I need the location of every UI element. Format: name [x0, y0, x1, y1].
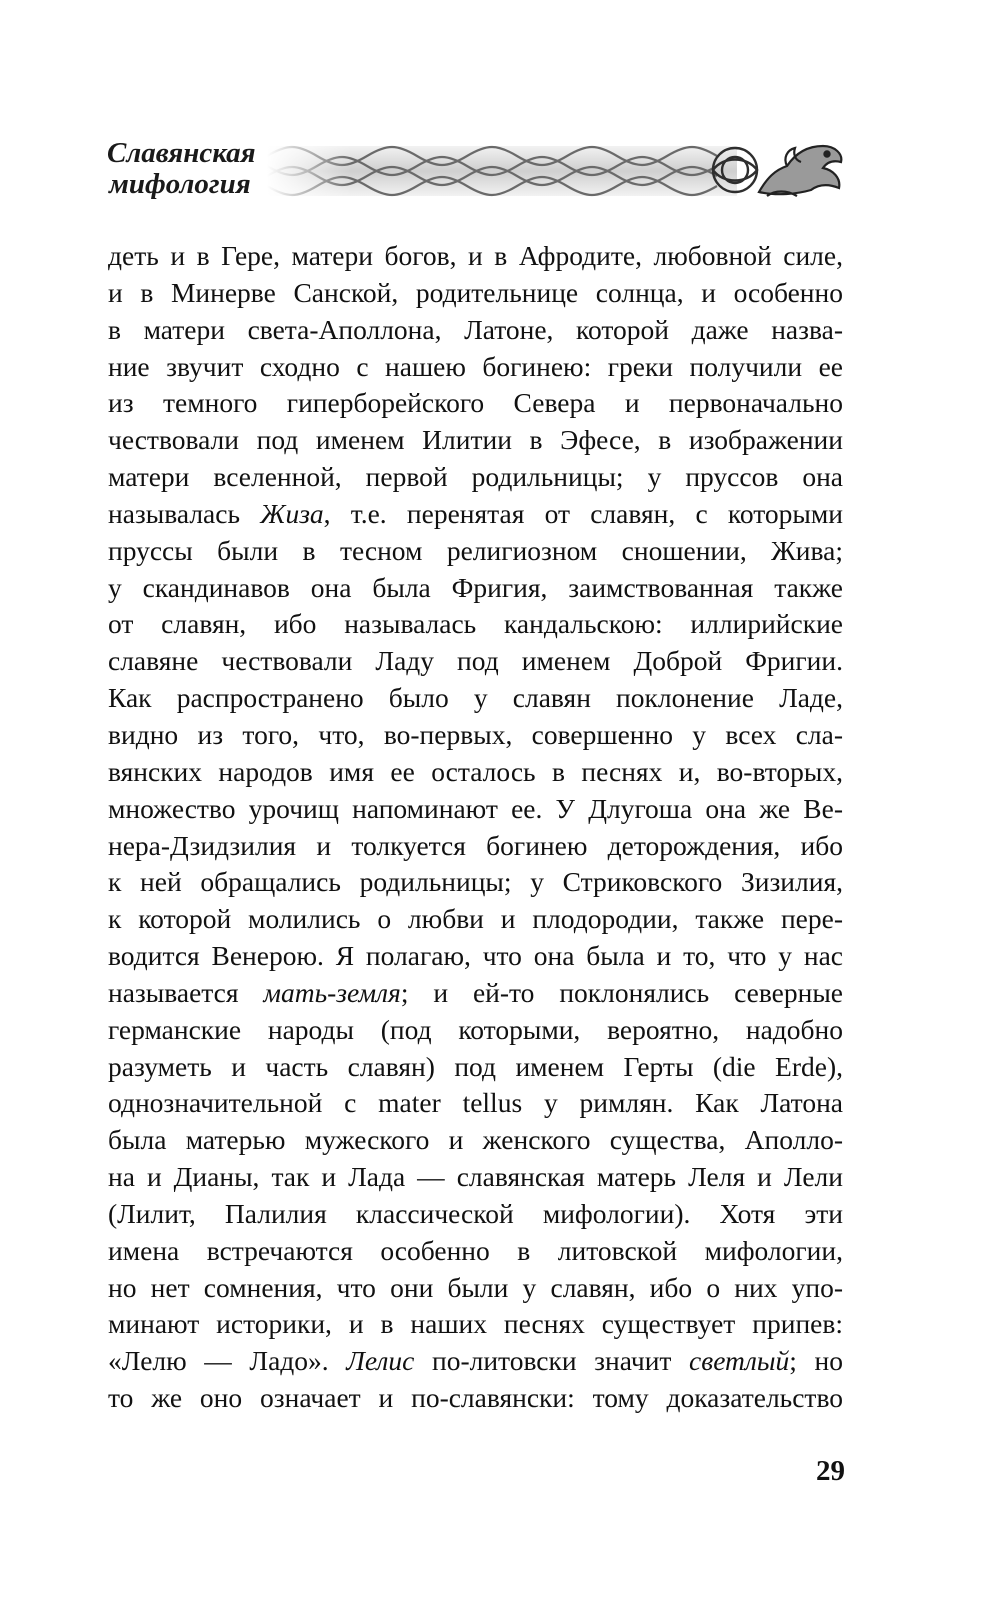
text-run: по-литовски значит — [414, 1345, 690, 1377]
text-line — [108, 570, 843, 607]
braided-knot-ornament-with-beast-icon — [267, 140, 847, 202]
running-head — [107, 138, 847, 206]
body-text — [108, 238, 843, 1417]
italic-term: Жиза — [260, 497, 324, 529]
text-line — [108, 385, 843, 422]
text-line — [108, 496, 843, 533]
book-title — [107, 138, 256, 200]
text-line — [108, 901, 843, 938]
text-line — [108, 754, 843, 791]
text-run: к которой молились о любви и плодородии, также пере- — [108, 903, 843, 935]
text-run: водится Венерою. Я полагаю, что она была и то, что у нас — [108, 940, 843, 972]
text-line — [108, 1159, 843, 1196]
text-run: множество урочищ напоминают ее. У Длугоша она же Ве- — [108, 792, 843, 824]
text-run: была матерью мужеского и женского существа, Аполло- — [108, 1124, 843, 1156]
page-number: 29 — [816, 1455, 845, 1487]
book-title-line-1: Славянская — [107, 137, 256, 169]
text-line — [108, 828, 843, 865]
text-run: называется — [108, 976, 264, 1008]
text-run: но нет сомнения, что они были у славян, ибо о них упо- — [108, 1271, 843, 1303]
text-run: к ней обращались родильницы; у Стриковского Зизилия, — [108, 866, 843, 898]
text-line — [108, 1306, 843, 1343]
text-run: ние звучит сходно с нашею богинею: греки получили ее — [108, 350, 843, 382]
text-line — [108, 349, 843, 386]
text-run: называлась — [108, 497, 261, 529]
text-run: на и Дианы, так и Лада — славянская матерь Леля и Лели — [108, 1161, 843, 1193]
text-run: минают историки, и в наших песнях существует припев: — [108, 1308, 843, 1340]
text-line — [108, 717, 843, 754]
text-line — [108, 422, 843, 459]
text-line — [108, 680, 843, 717]
text-run: Как распространено было у славян поклонение Ладе, — [108, 682, 843, 714]
text-line — [108, 1049, 843, 1086]
text-line — [108, 1270, 843, 1307]
text-line — [108, 606, 843, 643]
text-run: (Лилит, Палилия классической мифологии). Хотя эти — [108, 1197, 843, 1229]
text-line — [108, 275, 843, 312]
text-run: разуметь и часть славян) под именем Герты (die Erde), — [108, 1050, 843, 1082]
text-line — [108, 459, 843, 496]
text-line — [108, 1233, 843, 1270]
text-run: славяне чествовали Ладу под именем Доброй Фригии. — [108, 645, 843, 677]
text-run: у скандинавов она была Фригия, заимствованная также — [108, 571, 843, 603]
text-line — [108, 938, 843, 975]
text-line — [108, 312, 843, 349]
text-run: матери вселенной, первой родильницы; у пруссов она — [108, 461, 843, 493]
text-line — [108, 1012, 843, 1049]
text-run: однозначительной с mater tellus у римлян. Как Латона — [108, 1087, 843, 1119]
text-run: имена встречаются особенно в литовской мифологии, — [108, 1234, 843, 1266]
text-line — [108, 975, 843, 1012]
text-line — [108, 238, 843, 275]
text-run: деть и в Гере, матери богов, и в Афродите, любовной силе, — [108, 240, 843, 271]
text-line — [108, 1085, 843, 1122]
text-run: видно из того, что, во-первых, совершенно у всех сла- — [108, 718, 843, 750]
text-line — [108, 1380, 843, 1417]
italic-term: светлый — [689, 1345, 790, 1377]
text-run: ; но — [789, 1345, 843, 1377]
text-line — [108, 791, 843, 828]
text-run: нера-Дзидзилия и толкуется богинею деторождения, ибо — [108, 829, 843, 861]
text-run: , т.е. перенятая от славян, с которыми — [323, 497, 843, 529]
text-run: из темного гиперборейского Севера и первоначально — [108, 387, 843, 419]
text-run: ; и ей-то поклонялись северные — [400, 976, 843, 1008]
text-line — [108, 864, 843, 901]
text-run: в матери света-Аполлона, Латоне, которой даже назва- — [108, 313, 843, 345]
text-line — [108, 1343, 843, 1380]
text-line — [108, 1122, 843, 1159]
text-run: пруссы были в тесном религиозном сношении, Жива; — [108, 534, 843, 566]
text-run: «Лелю — Ладо». — [108, 1345, 347, 1377]
text-run: от славян, ибо называлась кандальскою: иллирийские — [108, 608, 843, 640]
text-line — [108, 1196, 843, 1233]
italic-term: мать-земля — [263, 976, 401, 1008]
italic-term: Лелис — [346, 1345, 415, 1377]
text-run: вянских народов имя ее осталось в песнях и, во-вторых, — [108, 755, 843, 787]
book-title-line-2: мифология — [109, 168, 251, 200]
text-run: и в Минерве Санской, родительнице солнца, и особенно — [108, 276, 843, 308]
text-line — [108, 643, 843, 680]
text-run: то же оно означает и по-славянски: тому доказательство — [108, 1382, 843, 1414]
text-line — [108, 533, 843, 570]
text-run: германские народы (под которыми, вероятно, надобно — [108, 1013, 843, 1045]
text-run: чествовали под именем Илитии в Эфесе, в изображении — [108, 424, 843, 456]
